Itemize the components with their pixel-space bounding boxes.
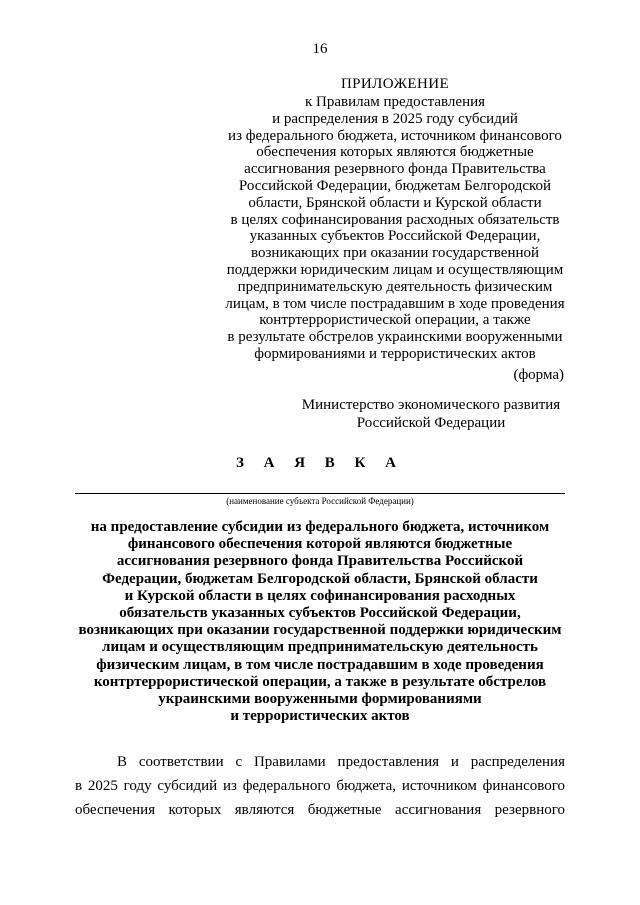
ministry-line: Министерство экономического развития (301, 397, 561, 413)
appendix-line: лицам, в том числе пострадавшим в ходе проведения (225, 295, 565, 312)
request-purpose (75, 519, 565, 725)
purpose-line: лицам и осуществляющим предпринимательскую деятельность (102, 639, 538, 656)
body-paragraph (75, 750, 565, 822)
purpose-line: обязательств указанных субъектов Российской Федерации, (119, 605, 521, 622)
purpose-line: контртеррористической операции, а также в результате обстрелов (93, 673, 547, 690)
purpose-line: Федерации, бюджетам Белгородской области, Брянской области (102, 570, 538, 587)
subject-name-caption: (наименование субъекта Российской Федерации) (226, 496, 414, 506)
form-label: (форма) (513, 367, 564, 383)
appendix-line: возникающих при оказании государственной (250, 245, 540, 262)
appendix-title: ПРИЛОЖЕНИЕ (340, 76, 450, 92)
ministry-line: Российской Федерации (356, 415, 506, 431)
appendix-line: в целях софинансирования расходных обязательств (230, 211, 560, 228)
appendix-line: в результате обстрелов украинскими вооруженными (227, 329, 563, 346)
appendix-line: ассигнования резервного фонда Правительства (244, 161, 546, 178)
purpose-line: физическим лицам, в том числе пострадавшим в ходе проведения (96, 656, 544, 673)
purpose-line: на предоставление субсидии из федерального бюджета, источником (90, 519, 550, 535)
appendix-line: поддержки юридическим лицам и осуществляющим (226, 261, 564, 278)
appendix-line: предпринимательскую деятельность физическим (237, 278, 553, 295)
purpose-line: и террористических актов (230, 708, 410, 725)
appendix-line: из федерального бюджета, источником финансового (228, 127, 562, 144)
appendix-line: указанных субъектов Российской Федерации, (249, 228, 541, 245)
purpose-line: ассигнования резервного фонда Правительства Российской (116, 553, 524, 570)
appendix-line: контртеррористической операции, а также (259, 312, 531, 329)
page-number: 16 (312, 41, 328, 57)
ministry-addressee (286, 396, 576, 432)
appendix-line: к Правилам предоставления (304, 94, 486, 110)
appendix-description (210, 94, 580, 363)
purpose-line: возникающих при оказании государственной поддержки юридическим (78, 622, 562, 639)
body-line: В соответствии с Правилами предоставления и распределения (117, 754, 565, 770)
body-line: обеспечения которых являются бюджетные ассигнования резервного (75, 802, 565, 818)
appendix-line: формированиями и террористических актов (254, 345, 536, 362)
purpose-line: и Курской области в целях софинансирования расходных (124, 587, 516, 604)
appendix-line: обеспечения которых являются бюджетные (256, 144, 534, 161)
purpose-line: финансового обеспечения которой являются бюджетные (127, 536, 513, 553)
subject-name-underline (75, 493, 565, 494)
appendix-line: Российской Федерации, бюджетам Белгородской (238, 177, 552, 194)
body-line: в 2025 году субсидий из федерального бюджета, источником финансового (75, 778, 565, 794)
appendix-line: области, Брянской области и Курской области (248, 194, 542, 211)
purpose-line: украинскими вооруженными формированиями (158, 691, 482, 708)
appendix-line: и распределения в 2025 году субсидий (272, 110, 518, 127)
request-title: З А Я В К А (235, 455, 405, 471)
